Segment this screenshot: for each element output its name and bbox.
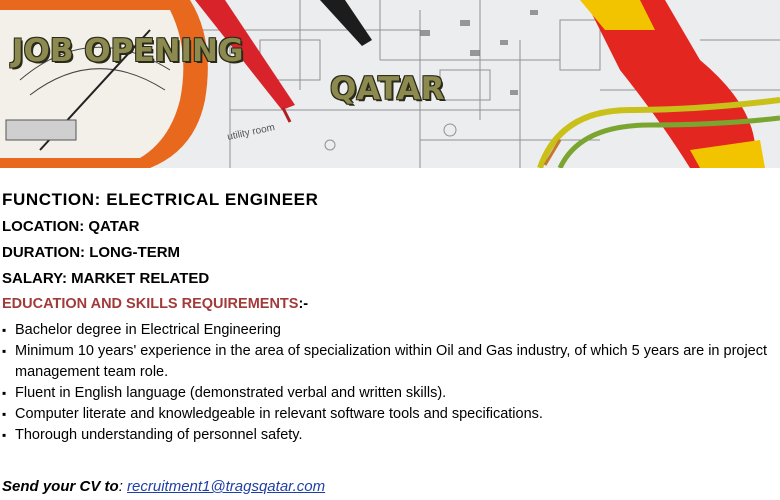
requirement-text: Fluent in English language (demonstrated verbal and written skills).: [15, 385, 447, 401]
bullet-icon: ▪: [2, 386, 7, 400]
header-banner: [0, 0, 780, 168]
education-heading-suffix: :-: [298, 296, 309, 312]
email-link[interactable]: recruitment1@tragsqatar.com: [127, 478, 326, 495]
function-line: FUNCTION: ELECTRICAL ENGINEER: [2, 190, 319, 209]
bullet-icon: ▪: [2, 323, 7, 337]
list-item: [0, 425, 780, 446]
headline-country: QATAR: [330, 71, 445, 107]
education-heading-label: EDUCATION AND SKILLS REQUIREMENTS: [2, 296, 299, 312]
requirement-text: Minimum 10 years' experience in the area of specialization within Oil and Gas industry, of which 5 years are in project management team role.: [15, 343, 768, 380]
list-item: [0, 383, 780, 404]
list-item: [0, 341, 780, 383]
education-heading: [2, 296, 308, 312]
bullet-icon: ▪: [2, 428, 7, 442]
list-item: [0, 320, 780, 341]
location-line: LOCATION: QATAR: [2, 218, 140, 235]
salary-line: SALARY: MARKET RELATED: [2, 270, 210, 287]
send-cv-label: Send your CV to: [2, 478, 119, 495]
blueprint-label: utility room: [226, 122, 276, 143]
list-item: [0, 404, 780, 425]
send-cv-separator: :: [118, 478, 128, 495]
bullet-icon: ▪: [2, 344, 7, 358]
requirement-text: Thorough understanding of personnel safety.: [15, 427, 303, 443]
duration-line: DURATION: LONG-TERM: [2, 244, 181, 261]
requirements-list: [0, 320, 780, 446]
requirement-text: Computer literate and knowledgeable in relevant software tools and specifications.: [15, 406, 543, 422]
bullet-icon: ▪: [2, 407, 7, 421]
requirement-text: Bachelor degree in Electrical Engineering: [15, 322, 281, 338]
headline-job-opening: JOB OPENING: [12, 33, 244, 69]
send-cv-line: [2, 478, 325, 495]
